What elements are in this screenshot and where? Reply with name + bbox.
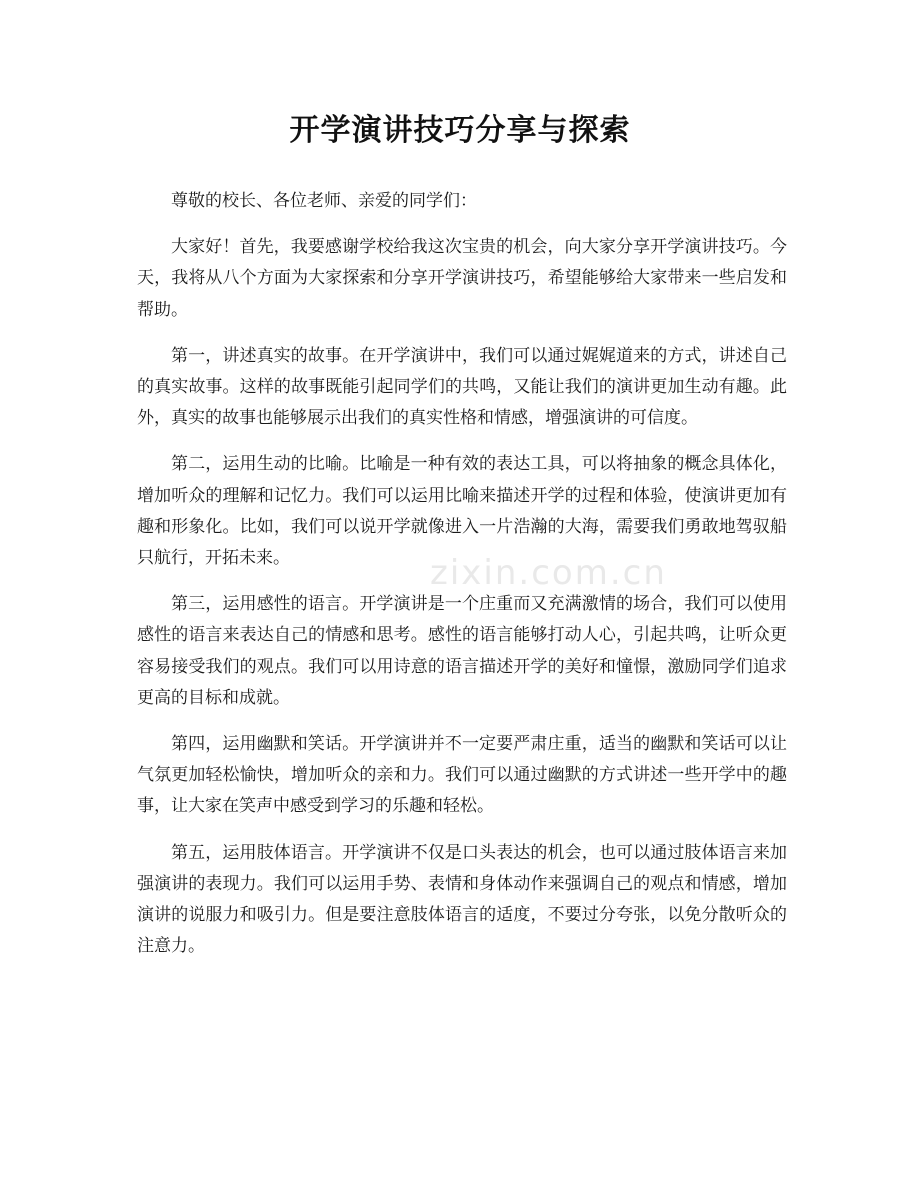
point-4-paragraph: 第四，运用幽默和笑话。开学演讲并不一定要严肃庄重，适当的幽默和笑话可以让气氛更加轻松愉快，增加听众的亲和力。我们可以通过幽默的方式讲述一些开学中的趣事，让大家在笑声中感受到学习的乐趣和轻松。	[137, 734, 787, 817]
watermark: zixin.com.cn	[430, 553, 667, 593]
point-2-paragraph: 第二，运用生动的比喻。比喻是一种有效的表达工具，可以将抽象的概念具体化，增加听众的理解和记忆力。我们可以运用比喻来描述开学的过程和体验，使演讲更加有趣和形象化。比如，我们可以说开学就像进入一片浩瀚的大海，需要我们勇敢地驾驭船只航行，开拓未来。	[137, 454, 787, 569]
intro-paragraph: 大家好！首先，我要感谢学校给我这次宝贵的机会，向大家分享开学演讲技巧。今天，我将从八个方面为大家探索和分享开学演讲技巧，希望能够给大家带来一些启发和帮助。	[137, 237, 787, 320]
salutation-paragraph: 尊敬的校长、各位老师、亲爱的同学们：	[171, 191, 477, 211]
document-body	[137, 186, 787, 977]
point-3-paragraph: 第三，运用感性的语言。开学演讲是一个庄重而又充满激情的场合，我们可以使用感性的语言来表达自己的情感和思考。感性的语言能够打动人心，引起共鸣，让听众更容易接受我们的观点。我们可以用诗意的语言描述开学的美好和憧憬，激励同学们追求更高的目标和成就。	[137, 594, 787, 708]
document-title: 开学演讲技巧分享与探索	[289, 113, 631, 148]
point-1-paragraph: 第一，讲述真实的故事。在开学演讲中，我们可以通过娓娓道来的方式，讲述自己的真实故事。这样的故事既能引起同学们的共鸣，又能让我们的演讲更加生动有趣。此外，真实的故事也能够展示出我们的真实性格和情感，增强演讲的可信度。	[137, 345, 787, 429]
point-5-paragraph: 第五，运用肢体语言。开学演讲不仅是口头表达的机会，也可以通过肢体语言来加强演讲的表现力。我们可以运用手势、表情和身体动作来强调自己的观点和情感，增加演讲的说服力和吸引力。但是要注意肢体语言的适度，不要过分夸张，以免分散听众的注意力。	[137, 842, 787, 957]
